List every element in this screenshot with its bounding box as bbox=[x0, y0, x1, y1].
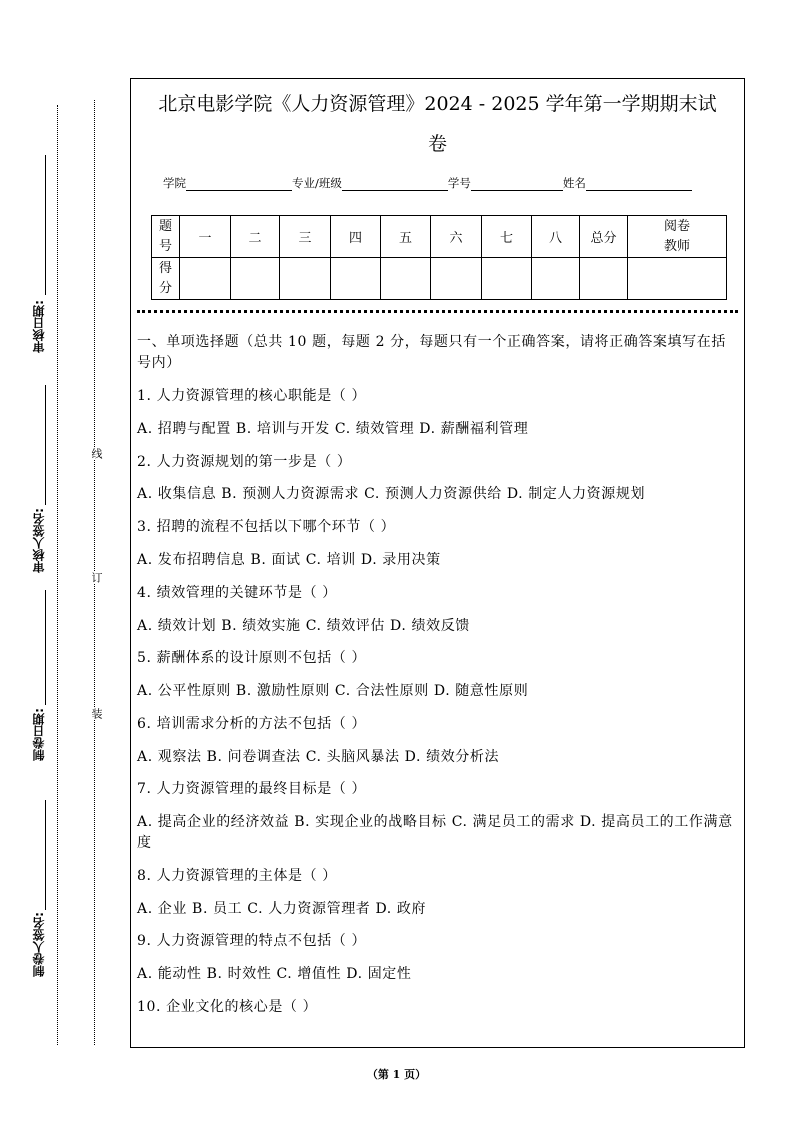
signature-line[interactable] bbox=[45, 800, 46, 910]
score-cell[interactable] bbox=[482, 258, 532, 300]
score-cell[interactable] bbox=[331, 258, 381, 300]
question-4: 4. 绩效管理的关键环节是（ ） bbox=[137, 585, 337, 601]
question-1: 1. 人力资源管理的核心职能是（ ） bbox=[137, 388, 367, 404]
exam-title: 北京电影学院《人力资源管理》2024 - 2025 学年第一学期期末试 bbox=[158, 93, 717, 115]
grader-header: 阅卷教师 bbox=[628, 216, 727, 258]
section-8-header: 八 bbox=[532, 216, 580, 258]
bind-char-line: 线 bbox=[90, 448, 103, 459]
score-table-header-row bbox=[152, 216, 727, 258]
options-5: A. 公平性原则 B. 激励性原则 C. 合法性原则 D. 随意性原则 bbox=[137, 683, 529, 699]
signature-line[interactable] bbox=[45, 155, 46, 295]
exam-title-continued: 卷 bbox=[427, 133, 447, 155]
score-cell[interactable] bbox=[180, 258, 231, 300]
options-1: A. 招聘与配置 B. 培训与开发 C. 绩效管理 D. 薪酬福利管理 bbox=[137, 421, 529, 437]
student-info-row bbox=[163, 175, 692, 191]
name-field[interactable] bbox=[586, 176, 692, 191]
signature-line[interactable] bbox=[45, 385, 46, 505]
section-1-header: 一 bbox=[180, 216, 231, 258]
dotted-divider bbox=[137, 310, 738, 313]
college-field[interactable] bbox=[186, 176, 292, 191]
major-class-field[interactable] bbox=[342, 176, 448, 191]
page-number: （第 1 页） bbox=[366, 1068, 427, 1081]
section-6-header: 六 bbox=[431, 216, 482, 258]
question-3: 3. 招聘的流程不包括以下哪个环节（ ） bbox=[137, 519, 396, 535]
question-number-header: 题号 bbox=[152, 216, 180, 258]
options-8: A. 企业 B. 员工 C. 人力资源管理者 D. 政府 bbox=[137, 901, 427, 917]
section-7-header: 七 bbox=[482, 216, 532, 258]
section-2-header: 二 bbox=[231, 216, 280, 258]
paper-maker-signature-label: 制卷人签名: bbox=[32, 912, 46, 977]
student-id-field[interactable] bbox=[471, 176, 563, 191]
question-5: 5. 薪酬体系的设计原则不包括（ ） bbox=[137, 650, 367, 666]
major-class-label: 专业/班级 bbox=[292, 176, 342, 190]
options-9: A. 能动性 B. 时效性 C. 增值性 D. 固定性 bbox=[137, 966, 412, 982]
bind-char-fix: 订 bbox=[90, 572, 103, 583]
score-cell[interactable] bbox=[381, 258, 431, 300]
bind-char-bind: 装 bbox=[90, 708, 103, 719]
question-2: 2. 人力资源规划的第一步是（ ） bbox=[137, 454, 352, 470]
reviewer-signature-label: 审核人签名: bbox=[32, 508, 46, 573]
grader-signature-cell[interactable] bbox=[628, 258, 727, 300]
name-label: 姓名 bbox=[562, 176, 586, 190]
paper-date-label: 制卷日期: bbox=[32, 708, 46, 761]
question-8: 8. 人力资源管理的主体是（ ） bbox=[137, 868, 337, 884]
options-6: A. 观察法 B. 问卷调查法 C. 头脑风暴法 D. 绩效分析法 bbox=[137, 749, 500, 765]
section-4-header: 四 bbox=[331, 216, 381, 258]
question-10: 10. 企业文化的核心是（ ） bbox=[137, 999, 318, 1015]
section-heading: 一、单项选择题（总共 10 题，每题 2 分，每题只有一个正确答案，请将正确答案填写在括号内） bbox=[137, 334, 726, 371]
score-cell[interactable] bbox=[280, 258, 331, 300]
student-id-label: 学号 bbox=[447, 176, 471, 190]
section-3-header: 三 bbox=[280, 216, 331, 258]
score-cell[interactable] bbox=[431, 258, 482, 300]
score-table-score-row bbox=[152, 258, 727, 300]
score-cell[interactable] bbox=[532, 258, 580, 300]
options-7: A. 提高企业的经济效益 B. 实现企业的战略目标 C. 满足员工的需求 D. 提高员工的工作满意度 bbox=[137, 814, 733, 851]
options-4: A. 绩效计划 B. 绩效实施 C. 绩效评估 D. 绩效反馈 bbox=[137, 618, 470, 634]
review-date-label: 审核日期: bbox=[32, 300, 46, 353]
exam-frame bbox=[130, 78, 745, 1048]
signature-line[interactable] bbox=[45, 590, 46, 705]
score-cell[interactable] bbox=[580, 258, 628, 300]
section-5-header: 五 bbox=[381, 216, 431, 258]
total-score-header: 总分 bbox=[580, 216, 628, 258]
college-label: 学院 bbox=[163, 176, 186, 190]
question-6: 6. 培训需求分析的方法不包括（ ） bbox=[137, 716, 367, 732]
score-label: 得分 bbox=[152, 258, 180, 300]
cut-line-outer bbox=[57, 105, 58, 1045]
score-table bbox=[151, 215, 727, 300]
options-2: A. 收集信息 B. 预测人力资源需求 C. 预测人力资源供给 D. 制定人力资源规划 bbox=[137, 486, 646, 502]
score-cell[interactable] bbox=[231, 258, 280, 300]
options-3: A. 发布招聘信息 B. 面试 C. 培训 D. 录用决策 bbox=[137, 552, 441, 568]
question-9: 9. 人力资源管理的特点不包括（ ） bbox=[137, 933, 367, 949]
question-7: 7. 人力资源管理的最终目标是（ ） bbox=[137, 781, 367, 797]
